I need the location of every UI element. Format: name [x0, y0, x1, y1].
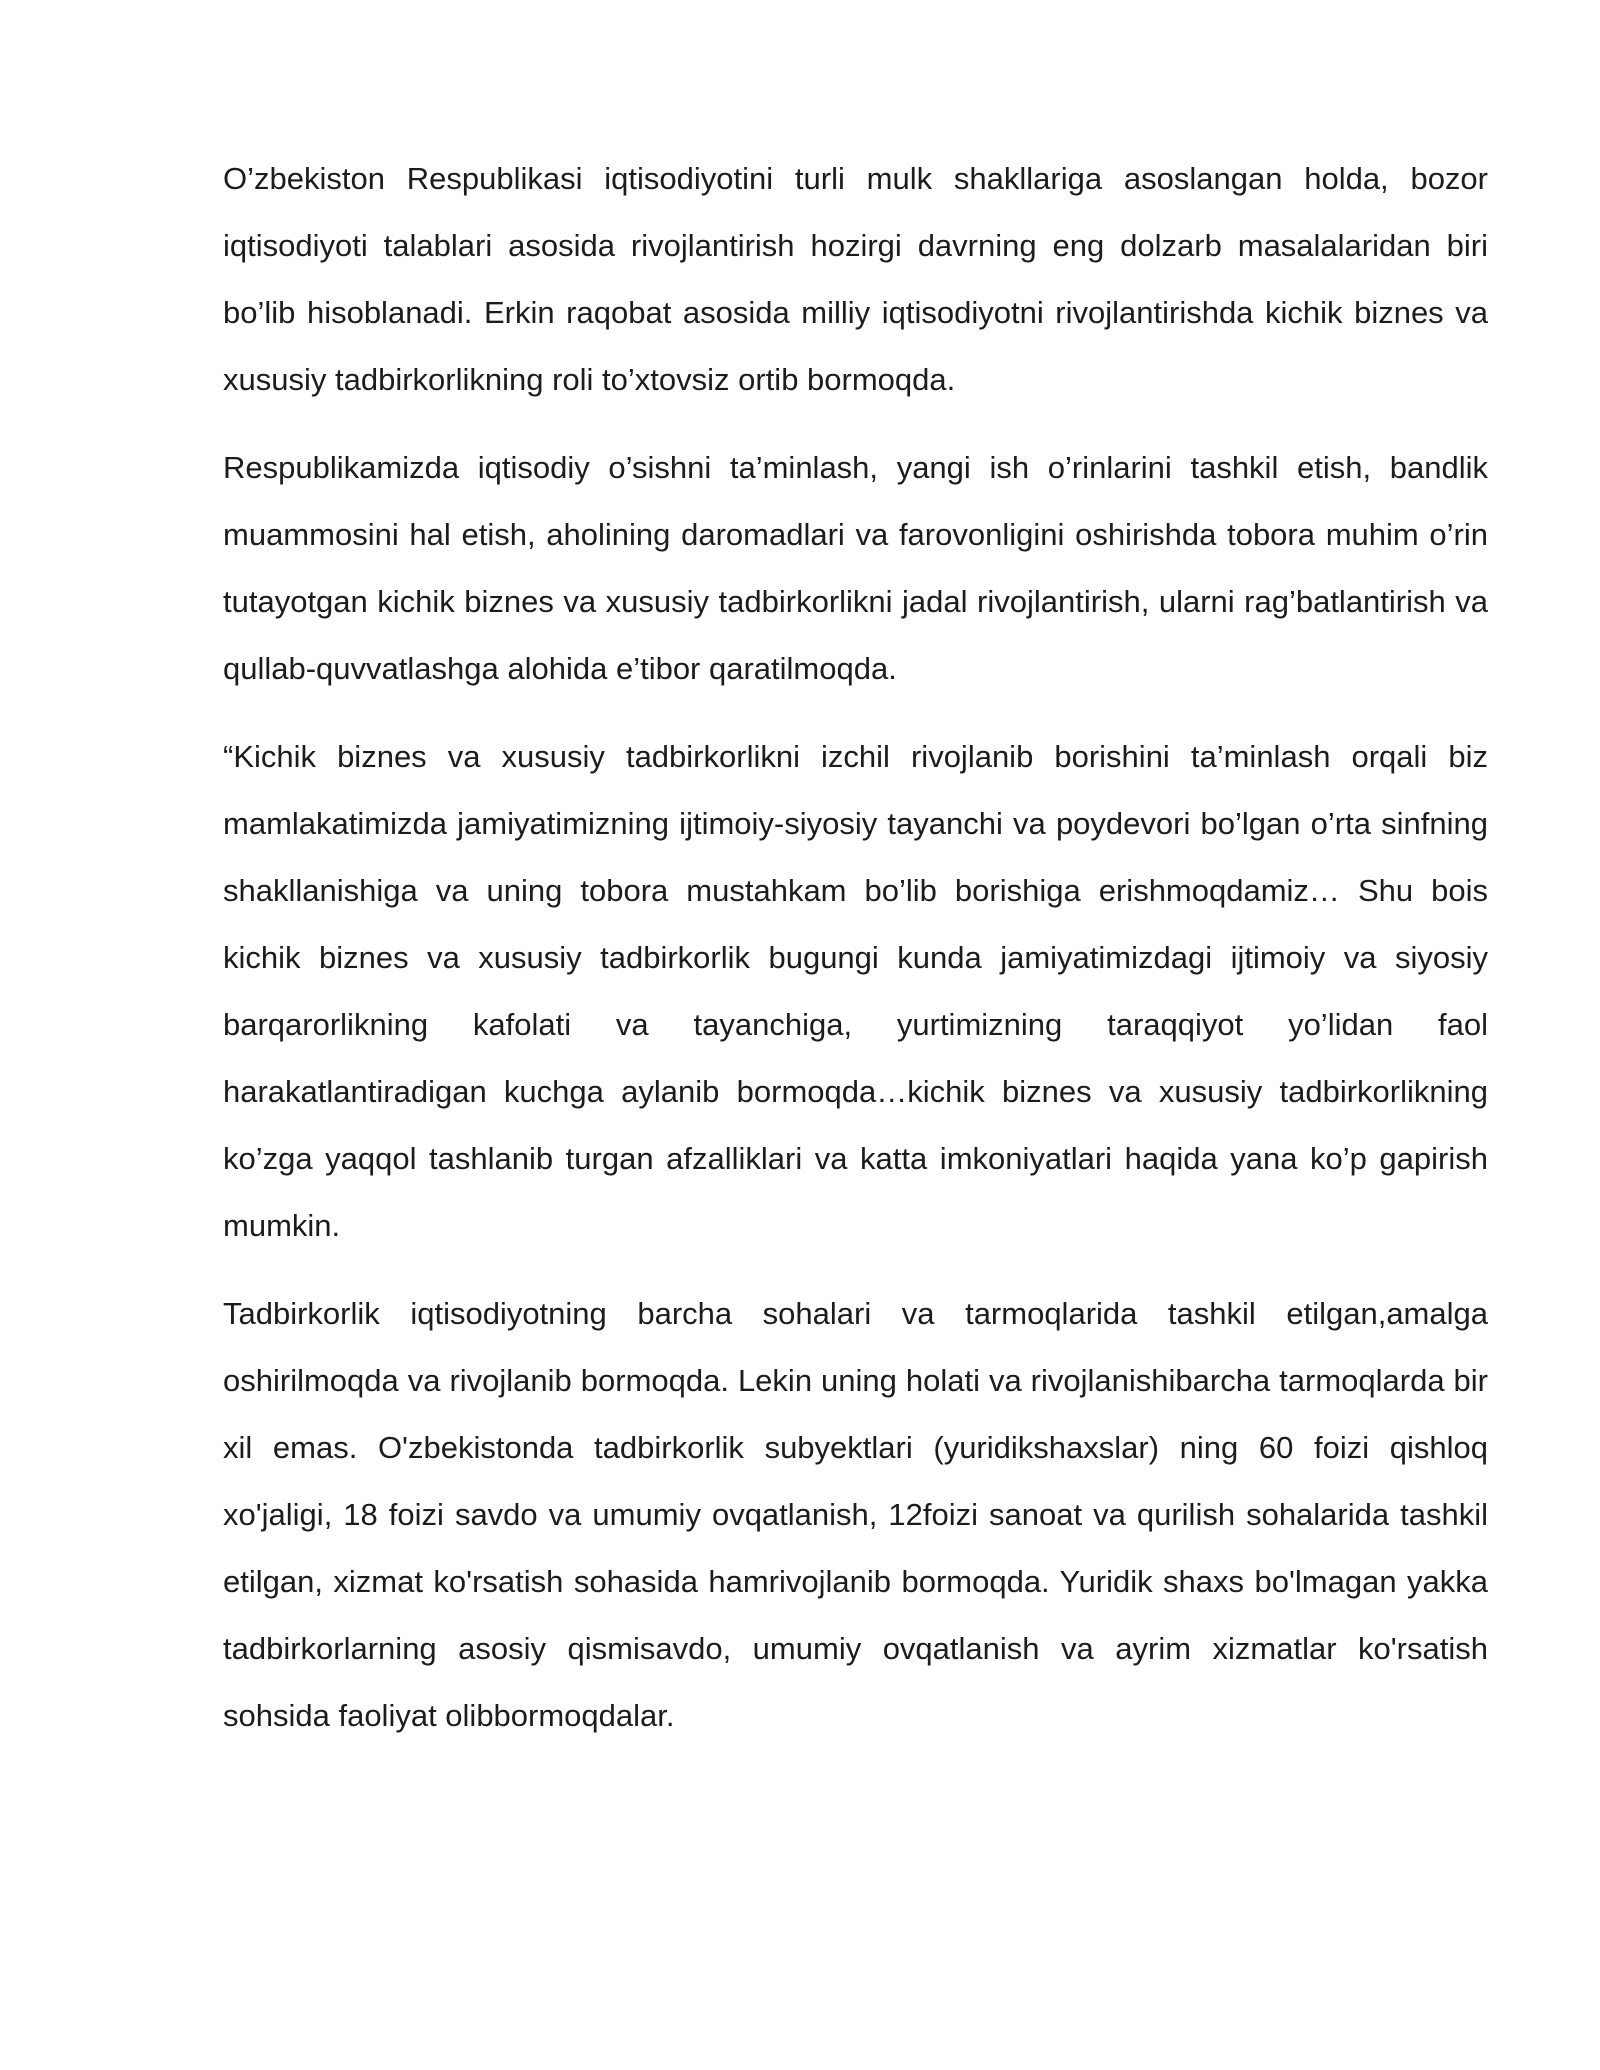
paragraph-3: “Kichik biznes va xususiy tadbirkorlikni izchil rivojlanib borishini ta’minlash orqali biz mamlakatimizda jamiyatimizning ijtimoiy-siyosiy tayanchi va poydevori bo’lgan o’rta sinfning shakllanishiga va uning tobora mustahkam bo’lib borishiga erishmoqdamiz… Shu bois kichik biznes va xususiy tadbirkorlik bugungi kunda jamiyatimizdagi ijtimoiy va siyosiy barqarorlikning kafolati va tayanchiga, yurtimizning taraqqiyot yo’lidan faol harakatlantiradigan kuchga aylanib bormoqda…kichik biznes va xususiy tadbirkorlikning ko’zga yaqqol tashlanib turgan afzalliklari va katta imkoniyatlari haqida yana ko’p gapirish mumkin.: [223, 739, 1488, 1243]
paragraph-2: Respublikamizda iqtisodiy o’sishni ta’minlash, yangi ish o’rinlarini tashkil etish, bandlik muammosini hal etish, aholining daromadlari va farovonligini oshirishda tobora muhim o’rin tutayotgan kichik biznes va xususiy tadbirkorlikni jadal rivojlantirish, ularni rag’batlantirish va qullab-quvvatlashga alohida e’tibor qaratilmoqda.: [223, 450, 1488, 686]
paragraph-1: O’zbekiston Respublikasi iqtisodiyotini turli mulk shakllariga asoslangan holda, bozor iqtisodiyoti talablari asosida rivojlantirish hozirgi davrning eng dolzarb masalalaridan biri bo’lib hisoblanadi. Erkin raqobat asosida milliy iqtisodiyotni rivojlantirishda kichik biznes va xususiy tadbirkorlikning roli to’xtovsiz ortib bormoqda.: [223, 161, 1488, 397]
paragraph-4: Tadbirkorlik iqtisodiyotning barcha sohalari va tarmoqlarida tashkil etilgan,amalga oshirilmoqda va rivojlanib bormoqda. Lekin uning holati va rivojlanishibarcha tarmoqlarda bir xil emas. O'zbekistonda tadbirkorlik subyektlari (yuridikshaxslar) ning 60 foizi qishloq xo'jaligi, 18 foizi savdo va umumiy ovqatlanish, 12foizi sanoat va qurilish sohalarida tashkil etilgan, xizmat ko'rsatish sohasida hamrivojlanib bormoqda. Yuridik shaxs bo'lmagan yakka tadbirkorlarning asosiy qismisavdo, umumiy ovqatlanish va ayrim xizmatlar ko'rsatish sohsida faoliyat olibbormoqdalar.: [223, 1296, 1488, 1733]
document-body: [223, 145, 1488, 1770]
